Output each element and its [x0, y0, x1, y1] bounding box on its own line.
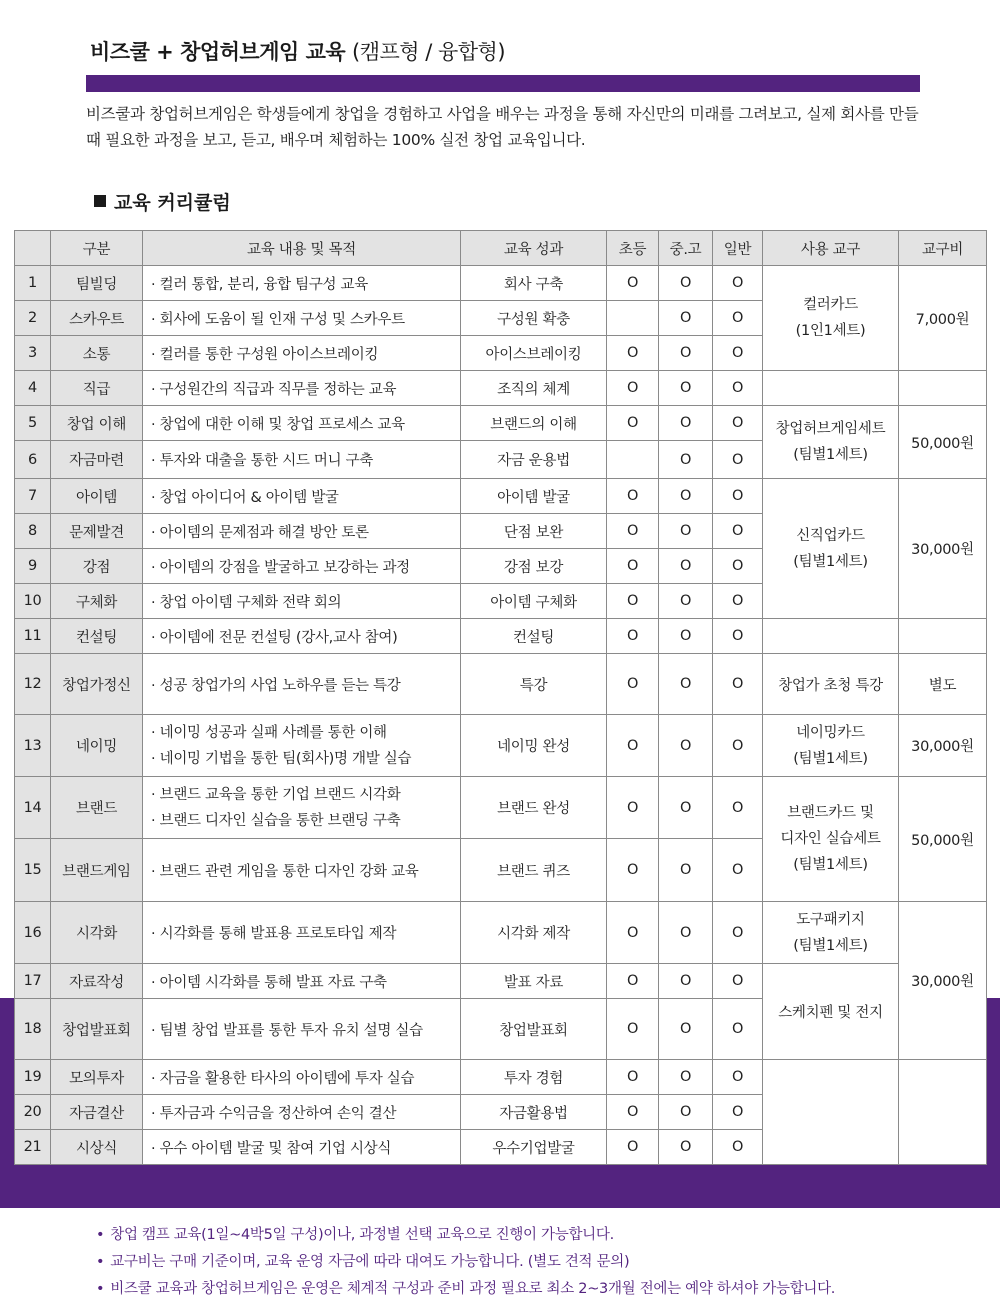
header-content: 교육 내용 및 목적 — [143, 231, 461, 266]
row-category: 구체화 — [51, 584, 143, 619]
row-number: 20 — [15, 1095, 51, 1130]
cost-empty — [899, 619, 987, 654]
row-content: · 창업 아이디어 & 아이템 발굴 — [143, 479, 461, 514]
row-middle-high: O — [659, 1060, 713, 1095]
tool-unit: (팀별1세트) — [793, 553, 868, 570]
row-content-line: · 브랜드 교육을 통한 기업 브랜드 시각화 — [151, 786, 401, 803]
tool-unit: (팀별1세트) — [793, 857, 868, 873]
cost-new-job-card: 30,000원 — [899, 479, 987, 619]
row-content: · 우수 아이템 발굴 및 참여 기업 시상식 — [143, 1130, 461, 1165]
tool-name: 디자인 실습세트 — [780, 831, 881, 847]
row-general: O — [713, 479, 763, 514]
row-content: · 창업 아이템 구체화 전략 회의 — [143, 584, 461, 619]
row-general: O — [713, 619, 763, 654]
row-middle-high: O — [659, 301, 713, 336]
row-number: 18 — [15, 999, 51, 1060]
row-result: 발표 자료 — [461, 964, 607, 999]
row-middle-high: O — [659, 999, 713, 1060]
note-item — [96, 1276, 976, 1303]
row-content — [143, 715, 461, 777]
page-title-sub: (캠프형 / 융합형) — [352, 40, 506, 64]
tool-name: 네이밍카드 — [796, 724, 865, 741]
row-content: · 회사에 도움이 될 인재 구성 및 스카우트 — [143, 301, 461, 336]
row-elementary — [607, 301, 659, 336]
row-middle-high: O — [659, 715, 713, 777]
row-content-line: · 네이밍 성공과 실패 사례를 통한 이해 — [151, 724, 387, 741]
cost-special-lecture: 별도 — [899, 654, 987, 715]
row-category: 컨설팅 — [51, 619, 143, 654]
square-bullet-icon — [94, 195, 106, 207]
row-category: 아이템 — [51, 479, 143, 514]
row-category: 강점 — [51, 549, 143, 584]
row-middle-high: O — [659, 336, 713, 371]
row-number: 14 — [15, 777, 51, 839]
table-body — [15, 266, 987, 1165]
row-number: 2 — [15, 301, 51, 336]
row-number: 6 — [15, 441, 51, 479]
row-number: 1 — [15, 266, 51, 301]
row-result: 우수기업발굴 — [461, 1130, 607, 1165]
row-middle-high: O — [659, 777, 713, 839]
tool-unit: (팀별1세트) — [793, 937, 868, 954]
row-elementary: O — [607, 549, 659, 584]
bullet-dot-icon: • — [96, 1281, 105, 1297]
table-header-row — [15, 231, 987, 266]
header-tools: 사용 교구 — [763, 231, 899, 266]
table-row — [15, 902, 987, 964]
row-content: · 아이템의 강점을 발굴하고 보강하는 과정 — [143, 549, 461, 584]
header-no — [15, 231, 51, 266]
tool-special-lecture: 창업가 초청 특강 — [763, 654, 899, 715]
row-content: · 아이템 시각화를 통해 발표 자료 구축 — [143, 964, 461, 999]
row-number: 8 — [15, 514, 51, 549]
cost-empty — [899, 371, 987, 406]
row-category: 창업 이해 — [51, 406, 143, 441]
note-text: 교구비는 구매 기준이며, 교육 운영 자금에 따라 대여도 가능합니다. (별도 견적 문의) — [110, 1254, 630, 1270]
row-elementary: O — [607, 1130, 659, 1165]
row-middle-high: O — [659, 479, 713, 514]
table-row — [15, 479, 987, 514]
row-category: 창업가정신 — [51, 654, 143, 715]
row-category: 자금결산 — [51, 1095, 143, 1130]
row-number: 9 — [15, 549, 51, 584]
row-result: 특강 — [461, 654, 607, 715]
row-general: O — [713, 902, 763, 964]
row-elementary: O — [607, 514, 659, 549]
table-row — [15, 777, 987, 839]
row-general: O — [713, 336, 763, 371]
table-row — [15, 654, 987, 715]
row-result: 자금 운용법 — [461, 441, 607, 479]
row-elementary: O — [607, 839, 659, 902]
tool-new-job-card — [763, 479, 899, 619]
header-elementary: 초등 — [607, 231, 659, 266]
note-text: 창업 캠프 교육(1일~4박5일 구성)이나, 과정별 선택 교육으로 진행이 가능합니다. — [110, 1227, 614, 1243]
row-middle-high: O — [659, 619, 713, 654]
row-general: O — [713, 1130, 763, 1165]
cost-brand-card: 50,000원 — [899, 777, 987, 902]
row-elementary: O — [607, 715, 659, 777]
tool-name: 신직업카드 — [796, 527, 865, 544]
tool-name: 컬러카드 — [803, 297, 858, 313]
cost-empty — [899, 1060, 987, 1165]
row-content: · 컬러 통합, 분리, 융합 팀구성 교육 — [143, 266, 461, 301]
row-result: 컨설팅 — [461, 619, 607, 654]
row-content: · 구성원간의 직급과 직무를 정하는 교육 — [143, 371, 461, 406]
row-result: 창업발표회 — [461, 999, 607, 1060]
row-number: 19 — [15, 1060, 51, 1095]
row-general: O — [713, 1060, 763, 1095]
row-elementary: O — [607, 406, 659, 441]
row-middle-high: O — [659, 371, 713, 406]
header-general: 일반 — [713, 231, 763, 266]
row-general: O — [713, 777, 763, 839]
row-elementary: O — [607, 584, 659, 619]
row-content: · 컬러를 통한 구성원 아이스브레이킹 — [143, 336, 461, 371]
table-row — [15, 715, 987, 777]
note-item — [96, 1249, 976, 1276]
table-row — [15, 266, 987, 301]
row-elementary: O — [607, 371, 659, 406]
row-result: 브랜드의 이해 — [461, 406, 607, 441]
row-elementary: O — [607, 479, 659, 514]
row-content: · 창업에 대한 이해 및 창업 프로세스 교육 — [143, 406, 461, 441]
row-category: 시상식 — [51, 1130, 143, 1165]
row-result: 구성원 확충 — [461, 301, 607, 336]
tool-sketch-pen: 스케치펜 및 전지 — [763, 964, 899, 1060]
row-result: 투자 경험 — [461, 1060, 607, 1095]
header-category: 구분 — [51, 231, 143, 266]
row-category: 자료작성 — [51, 964, 143, 999]
row-middle-high: O — [659, 584, 713, 619]
row-elementary: O — [607, 902, 659, 964]
curriculum-heading-text: 교육 커리큘럼 — [114, 192, 231, 214]
table-row — [15, 964, 987, 999]
row-result: 강점 보강 — [461, 549, 607, 584]
row-middle-high: O — [659, 549, 713, 584]
row-number: 12 — [15, 654, 51, 715]
row-number: 21 — [15, 1130, 51, 1165]
row-category: 창업발표회 — [51, 999, 143, 1060]
row-content-line: · 브랜드 디자인 실습을 통한 브랜딩 구축 — [151, 812, 401, 829]
tool-name: 브랜드카드 및 — [787, 805, 874, 821]
row-content: · 시각화를 통해 발표용 프로토타입 제작 — [143, 902, 461, 964]
row-middle-high: O — [659, 839, 713, 902]
row-result: 자금활용법 — [461, 1095, 607, 1130]
row-middle-high: O — [659, 964, 713, 999]
curriculum-heading — [94, 188, 231, 215]
row-general: O — [713, 654, 763, 715]
row-category: 문제발견 — [51, 514, 143, 549]
row-number: 15 — [15, 839, 51, 902]
bullet-dot-icon: • — [96, 1227, 105, 1243]
tool-naming-card — [763, 715, 899, 777]
page-title — [90, 36, 505, 66]
tool-hub-game-set — [763, 406, 899, 479]
curriculum-table — [14, 230, 987, 1165]
tool-empty — [763, 619, 899, 654]
row-number: 5 — [15, 406, 51, 441]
cost-naming-card: 30,000원 — [899, 715, 987, 777]
row-category: 브랜드게임 — [51, 839, 143, 902]
tool-unit: (팀별1세트) — [793, 447, 868, 463]
row-category: 시각화 — [51, 902, 143, 964]
row-general: O — [713, 1095, 763, 1130]
row-number: 10 — [15, 584, 51, 619]
row-number: 7 — [15, 479, 51, 514]
row-result: 아이템 구체화 — [461, 584, 607, 619]
row-elementary — [607, 441, 659, 479]
row-general: O — [713, 266, 763, 301]
table-row — [15, 1060, 987, 1095]
row-number: 16 — [15, 902, 51, 964]
tool-name: 도구패키지 — [796, 911, 865, 928]
tool-color-card — [763, 266, 899, 371]
header-result: 교육 성과 — [461, 231, 607, 266]
row-elementary: O — [607, 654, 659, 715]
row-content: · 브랜드 관련 게임을 통한 디자인 강화 교육 — [143, 839, 461, 902]
tool-empty — [763, 371, 899, 406]
row-number: 3 — [15, 336, 51, 371]
row-result: 브랜드 퀴즈 — [461, 839, 607, 902]
row-general: O — [713, 584, 763, 619]
row-general: O — [713, 964, 763, 999]
table-row — [15, 371, 987, 406]
row-content — [143, 777, 461, 839]
row-general: O — [713, 301, 763, 336]
row-content: · 투자금과 수익금을 정산하여 손익 결산 — [143, 1095, 461, 1130]
row-category: 스카우트 — [51, 301, 143, 336]
row-middle-high: O — [659, 266, 713, 301]
tool-name: 창업허브게임세트 — [775, 421, 886, 437]
cost-tool-package: 30,000원 — [899, 902, 987, 1060]
row-content: · 투자와 대출을 통한 시드 머니 구축 — [143, 441, 461, 479]
row-general: O — [713, 406, 763, 441]
row-result: 회사 구축 — [461, 266, 607, 301]
note-text: 비즈쿨 교육과 창업허브게임은 운영은 체계적 구성과 준비 과정 필요로 최소 2~3개월 전에는 예약 하셔야 가능합니다. — [110, 1281, 836, 1297]
tool-unit: (1인1세트) — [795, 323, 866, 339]
row-content: · 성공 창업가의 사업 노하우를 듣는 특강 — [143, 654, 461, 715]
row-middle-high: O — [659, 902, 713, 964]
row-number: 4 — [15, 371, 51, 406]
tool-unit: (팀별1세트) — [793, 750, 868, 767]
row-result: 조직의 체계 — [461, 371, 607, 406]
row-middle-high: O — [659, 1130, 713, 1165]
row-general: O — [713, 999, 763, 1060]
row-result: 네이밍 완성 — [461, 715, 607, 777]
row-middle-high: O — [659, 514, 713, 549]
row-elementary: O — [607, 999, 659, 1060]
row-middle-high: O — [659, 1095, 713, 1130]
row-category: 모의투자 — [51, 1060, 143, 1095]
row-general: O — [713, 549, 763, 584]
row-category: 팀빌딩 — [51, 266, 143, 301]
page-title-main: 비즈쿨 + 창업허브게임 교육 — [90, 40, 346, 64]
row-number: 11 — [15, 619, 51, 654]
row-elementary: O — [607, 964, 659, 999]
row-general: O — [713, 839, 763, 902]
row-content: · 아이템에 전문 컨설팅 (강사,교사 참여) — [143, 619, 461, 654]
row-middle-high: O — [659, 406, 713, 441]
title-underline-bar — [86, 75, 920, 92]
row-result: 단점 보완 — [461, 514, 607, 549]
row-elementary: O — [607, 619, 659, 654]
note-item — [96, 1222, 976, 1249]
row-elementary: O — [607, 336, 659, 371]
row-middle-high: O — [659, 654, 713, 715]
row-elementary: O — [607, 777, 659, 839]
row-general: O — [713, 514, 763, 549]
tool-empty — [763, 1060, 899, 1165]
row-number: 13 — [15, 715, 51, 777]
row-content-line: · 네이밍 기법을 통한 팀(회사)명 개발 실습 — [151, 750, 412, 767]
row-general: O — [713, 371, 763, 406]
row-elementary: O — [607, 1095, 659, 1130]
row-content: · 자금을 활용한 타사의 아이템에 투자 실습 — [143, 1060, 461, 1095]
intro-paragraph: 비즈쿨과 창업허브게임은 학생들에게 창업을 경험하고 사업을 배우는 과정을 통해 자신만의 미래를 그려보고, 실제 회사를 만들때 필요한 과정을 보고, 듣고, 배우며 체험하는 100% 실전 창업 교육입니다. — [86, 105, 919, 149]
table-row — [15, 619, 987, 654]
row-general: O — [713, 441, 763, 479]
row-number: 17 — [15, 964, 51, 999]
notes-list — [96, 1222, 976, 1303]
cost-hub-game-set: 50,000원 — [899, 406, 987, 479]
row-result: 아이스브레이킹 — [461, 336, 607, 371]
row-result: 브랜드 완성 — [461, 777, 607, 839]
header-cost: 교구비 — [899, 231, 987, 266]
row-elementary: O — [607, 1060, 659, 1095]
row-category: 자금마련 — [51, 441, 143, 479]
row-middle-high: O — [659, 441, 713, 479]
row-category: 브랜드 — [51, 777, 143, 839]
row-category: 직급 — [51, 371, 143, 406]
row-result: 시각화 제작 — [461, 902, 607, 964]
row-category: 네이밍 — [51, 715, 143, 777]
cost-color-card: 7,000원 — [899, 266, 987, 371]
table-row — [15, 406, 987, 441]
tool-brand-card — [763, 777, 899, 902]
row-content: · 팀별 창업 발표를 통한 투자 유치 설명 실습 — [143, 999, 461, 1060]
row-content: · 아이템의 문제점과 해결 방안 토론 — [143, 514, 461, 549]
header-middle-high: 중.고 — [659, 231, 713, 266]
bullet-dot-icon: • — [96, 1254, 105, 1270]
row-result: 아이템 발굴 — [461, 479, 607, 514]
row-category: 소통 — [51, 336, 143, 371]
row-general: O — [713, 715, 763, 777]
row-elementary: O — [607, 266, 659, 301]
tool-tool-package — [763, 902, 899, 964]
